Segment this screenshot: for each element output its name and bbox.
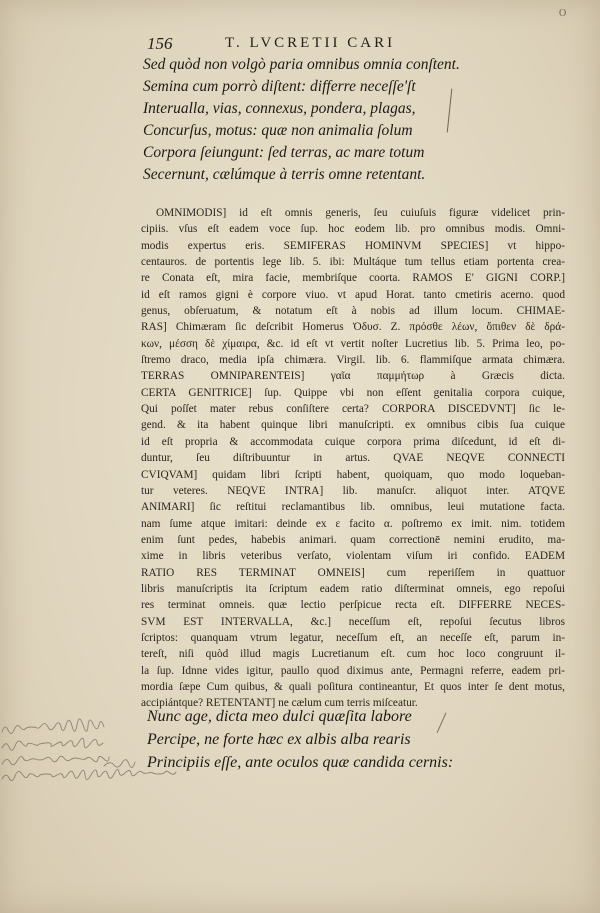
commentary-line: gend. & ita habent quinque libri manuſcripti. ex omnibus cibis ſua cuique — [141, 419, 565, 432]
commentary-line: Qui poſſet mater rebus conſiſtere certa? CORPORA DISCEDVNT] ſic le- — [141, 403, 565, 416]
commentary-line: SVM EST INTERVALLA, &c.] neceſſum eſt, repoſui ſecutus libros — [141, 615, 565, 628]
commentary-line: xime in libris veteribus verſato, violentam viſum iri confido. EADEM — [141, 550, 565, 563]
commentary-line: re Conata eſt, mira facie, membriſque coorta. RAMOS E' GIGNI CORP.] — [141, 272, 565, 285]
verse-line: Interualla, vias, connexus, pondera, plagas, — [143, 100, 416, 117]
commentary-line: genus, obſeruatum, & notatum eſt à nobis ad illum locum. CHIMAE- — [141, 305, 565, 318]
commentary-line: res terminat omneis. quæ lectio perſpicue recta eſt. DIFFERRE NECES- — [141, 599, 565, 612]
running-title: T. LVCRETII CARI — [225, 35, 396, 51]
commentary-line: id eſt ramos gigni è corpore viuo. vt apud Horat. tanto cmetiris acerno. quod — [141, 288, 565, 301]
verse-block-top — [143, 54, 493, 186]
commentary-line: ANIMARI] ſic reſtitui reclamantibus lib. omnibus, leui mutatione facta. — [141, 501, 565, 514]
commentary-line: mordia ſæpe Cum quibus, & quali poſitura contineantur, Et quos inter ſe dent motus, — [141, 680, 565, 693]
commentary-line: libris manuſcriptis ita ſcriptum eadem ratio diſterminat omneis, ego repoſui — [141, 582, 565, 595]
commentary-line: tur veteres. NEQVE INTRA] lib. manuſcr. aliquot inter. ATQVE — [141, 484, 565, 497]
verse-line: Secernunt, cælúmque à terris omne retentant. — [143, 166, 426, 183]
commentary-line: ſcriptos: quanquam vtrum legatur, neceſſum eſt, an neceſſe eſt, parum in- — [141, 631, 565, 644]
commentary-line: centauros. de portentis lege lib. 5. ibi: Multáque tum tellus etiam portenta crea- — [141, 256, 565, 269]
commentary-line: RATIO RES TERMINAT OMNEIS] cum reperiſſem in quattuor — [141, 566, 565, 579]
handwritten-annotation — [0, 716, 340, 796]
page-header — [147, 34, 467, 54]
commentary-line: nam ſume atque imitari: deinde ex ε facito α. poſtremo ex imit. nim. totidem — [141, 517, 565, 530]
commentary-line: la ſup. Idnne vides igitur, paullo quod diximus ante, Permagni referre, eadem pri- — [141, 664, 565, 677]
pencil-marginalia — [0, 716, 340, 796]
commentary-line: TERRAS OMNIPARENTEIS] γαῖα παμμήτωρ à Græcis dicta. — [141, 370, 565, 383]
commentary-line: modis expertus eris. SEMIFERAS HOMINVM SPECIES] vt hippo- — [141, 239, 565, 252]
commentary-line: id eſt propria & accommodata cuique corpora prima diſcedunt, id eſt di- — [141, 435, 565, 448]
verse-line: Percipe, ne forte hæc ex albis alba rearis — [147, 731, 411, 748]
commentary-line: tereſt, niſi quòd illud magis Lucretianum eſt. cum hoc loco congruunt il- — [141, 648, 565, 661]
verse-line: Concurſus, motus: quæ non animalia ſolum — [143, 122, 413, 139]
commentary-line: κων, μέσση δὲ χίμαιρα, &c. id eſt vt vertit noſter Lucretius lib. 5. Prima leo, po- — [141, 337, 565, 350]
verse-line: Nunc age, dicta meo dulci quæſita labore — [147, 708, 412, 725]
verse-line: Semina cum porrò diſtent: differre neceſſe'ſt — [143, 78, 416, 95]
commentary-line: enim ſunt pedes, habebis animari. quam correctionē nemini erudito, ma- — [141, 533, 565, 546]
commentary-line: duntur, ſeu diſtribuuntur in artus. QVAE NEQVE CONNECTI — [141, 452, 565, 465]
commentary-line: RAS] Chimæram ſic deſcribit Homerus Ὀδυσ. Z. πρόσθε λέων, ὄπιθεν δὲ δρά- — [141, 321, 565, 334]
commentary-block — [141, 205, 565, 712]
verse-line: Corpora ſeiungunt: ſed terras, ac mare totum — [143, 144, 425, 161]
page-number: 156 — [147, 34, 173, 53]
commentary-line: accipiántque? RETENTANT] ne cælum cum terris miſceatur. — [141, 697, 418, 710]
commentary-line: CVIQVAM] quidam libri ſcripti habent, quoiquam, quo modo loqueban- — [141, 468, 565, 481]
commentary-line: CERTA GENITRICE] ſup. Quippe vbi non eſſent genitalia corpora cuique, — [141, 386, 565, 399]
commentary-line: OMNIMODIS] id eſt omnis generis, ſeu cuiuſuis figuræ videlicet prin- — [156, 207, 565, 219]
corner-mark: O — [559, 8, 567, 19]
verse-line: Sed quòd non volgò paria omnibus omnia conſtent. — [143, 56, 460, 73]
commentary-line: cipiis. vſus eſt eadem voce ſup. hoc eodem lib. pro omnibus modis. Omni- — [141, 223, 565, 236]
commentary-line: ſtremo draco, media ipſa chimæra. Virgil. lib. 6. flammiſque armata chimæra. — [141, 354, 565, 367]
verse-line: Principiis eſſe, ante oculos quæ candida cernis: — [147, 754, 454, 771]
